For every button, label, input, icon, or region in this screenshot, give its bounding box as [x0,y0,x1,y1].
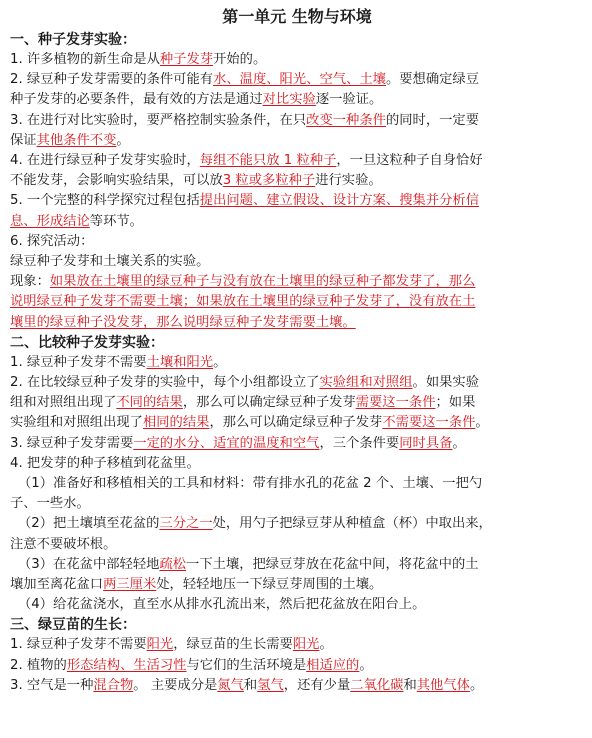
text: 等环节。 [89,213,143,229]
key-term: 提出问题、建立假设、设计方案、搜集并分析信 [199,193,480,209]
text: 逐一验证。 [315,92,383,108]
text: （2）把土壤填至花盆的 [18,516,160,532]
key-term: 息、形成结论 [10,213,90,229]
text: 组和对照组出现了 [10,395,117,411]
key-term: 种子发芽 [159,52,214,67]
s1-item-2-cont [10,90,584,110]
key-term: 说明绿豆种子发芽不需要土壤；如果放在土壤里的绿豆种子发芽了，没有放在土 [10,294,476,310]
text: 。 [469,677,484,693]
s2-step-4: （4）给花盆浇水，直至水从排水孔流出来，然后把花盆放在阳台上。 [18,597,426,613]
phenomenon-label: 现象： [10,274,50,290]
text: 实验组和对照组出现了 [10,415,143,431]
s1-item-6: 6. 探究活动： [10,233,94,249]
text: 种子发芽的必要条件，最有效的方法是通过 [10,92,263,108]
key-term: 阳光 [292,637,320,653]
s2-item-3 [10,434,584,454]
text: 进行实验。 [315,173,382,189]
s3-item-1 [10,635,584,655]
text: 1. 绿豆种子发芽不需要 [10,637,147,653]
key-term: 对比实验 [262,92,316,108]
text: 1. 许多植物的新生命是从 [10,52,160,67]
s1-item-3 [10,111,584,131]
key-term: 如果放在土壤里的绿豆种子与没有放在土壤里的绿豆种子都发芽了，那么 [49,274,476,290]
section-heading-3: 三、绿豆苗的生长： [10,617,136,634]
text: 。 [116,132,130,148]
s2-step-2 [10,514,584,534]
s1-phenomenon-cont [10,292,584,312]
text: 。如果实验 [412,375,480,391]
key-term: 疏松 [159,556,187,572]
text: 3. 绿豆种子发芽需要 [10,435,134,451]
text: （3）在花盆中部轻轻地 [18,556,160,572]
key-term: 阳光 [146,637,174,653]
s2-step-3 [10,555,584,575]
text: 的同时，一定要 [385,112,480,128]
key-term: 二氧化碳 [350,677,404,693]
text: 5. 一个完整的科学探究过程包括 [10,193,200,209]
text: 2. 在比较绿豆种子发芽的实验中，每个小组都设立了 [10,375,320,391]
s2-item-1 [10,353,584,373]
text: 。要想确定绿豆 [385,72,480,88]
text: 和 [403,677,417,693]
text: ，绿豆苗的生长需要 [173,637,293,653]
s1-item-4-cont [10,171,584,191]
s1-item-4 [10,151,584,171]
s3-item-3 [10,676,584,696]
s2-item-2 [10,373,584,393]
key-term: 改变一种条件 [306,112,386,128]
key-term: 混合物 [93,677,134,693]
text: ，三个条件要 [319,435,400,451]
text: 。 [319,637,333,653]
text: 4. 在进行绿豆种子发芽实验时， [10,153,200,169]
text: ，一旦这粒种子自身恰好 [336,153,483,169]
key-term: 每组不能只放 1 粒种子 [199,153,337,169]
text: 。 [213,354,227,370]
text: ，还有少量 [283,677,351,693]
text: 处，轻轻地压一下绿豆芽周围的土壤。 [156,577,383,593]
s1-item-2 [10,70,584,90]
page-title: 第一单元 生物与环境 [222,7,372,26]
text: 1. 绿豆种子发芽不需要 [10,354,147,370]
text: 3. 空气是一种 [10,677,94,693]
key-term: 一定的水分、适宜的温度和空气 [133,435,320,451]
key-term: 水、温度、阳光、空气、土壤 [213,72,386,88]
text: 。 [475,415,489,431]
text: 3. 在进行对比实验时，要严格控制实验条件，在只 [10,112,307,128]
s2-step-3-cont [10,575,584,595]
text: 2. 绿豆种子发芽需要的条件可能有 [10,72,214,88]
text: 。 [359,657,373,673]
s2-step-1: （1）准备好和移植相关的工具和材料：带有排水孔的花盆 2 个、土壤、一把勺 [18,476,483,492]
text: 一下土壤，把绿豆芽放在花盆中间，将花盆中的土 [186,556,479,572]
key-term: 实验组和对照组 [319,375,413,391]
s1-item-1 [10,50,584,70]
s1-item-5-cont [10,212,584,232]
key-term: 氢气 [257,677,284,693]
key-term: 三分之一 [159,516,213,532]
key-term: 两三厘米 [103,577,157,593]
key-term: 氮气 [217,677,244,693]
key-term: 不需要这一条件 [382,415,476,431]
text: ，那么可以确定绿豆种子发芽 [209,415,383,431]
s2-item-2-cont [10,393,584,413]
s1-item-5 [10,191,584,211]
key-term: 土壤和阳光 [146,354,214,370]
s2-item-4: 4. 把发芽的种子移植到花盆里。 [10,455,200,471]
key-term: 其他条件不变 [36,132,117,148]
text: 和 [243,677,258,693]
s2-step-2-cont: 注意不要破坏根。 [10,536,117,552]
key-term: 需要这一条件 [355,395,436,411]
text: 不能发芽，会影响实验结果，可以放 [10,173,223,189]
key-term: 不同的结果 [116,395,183,411]
s2-item-2-cont [10,413,584,433]
section-heading-2: 二、比较种子发芽实验： [10,334,164,351]
section-heading-1: 一、种子发芽实验： [10,32,136,48]
text: ；如果 [435,395,476,411]
text: 处，用勺子把绿豆芽从种植盒（杯）中取出来， [212,516,492,532]
s3-item-2 [10,656,584,676]
text: 。 主要成分是 [133,677,218,693]
key-term: 壤里的绿豆种子没发芽，那么说明绿豆种子发芽需要土壤。 [10,314,356,330]
s1-phenomenon [10,272,584,292]
s1-item-6-desc: 绿豆种子发芽和土壤关系的实验。 [10,254,210,270]
text: 2. 植物的 [10,657,67,673]
s2-step-1-cont: 子、一些水。 [10,496,90,512]
key-term: 3 粒或多粒种子 [222,173,316,189]
key-term: 相适应的 [306,657,360,673]
text: 与它们的生活环境是 [186,657,307,673]
text: 。 [452,435,466,451]
text: 保证 [10,132,37,148]
key-term: 同时具备 [399,435,453,451]
key-term: 其他气体 [416,677,470,693]
s1-phenomenon-cont [10,313,584,333]
key-term: 相同的结果 [142,415,210,431]
text: 壤加至离花盆口 [10,577,104,593]
key-term: 形态结构、生活习性 [66,657,187,673]
s1-item-3-cont [10,131,584,151]
text: ，那么可以确定绿豆种子发芽 [182,395,356,411]
text: 开始的。 [213,52,267,67]
